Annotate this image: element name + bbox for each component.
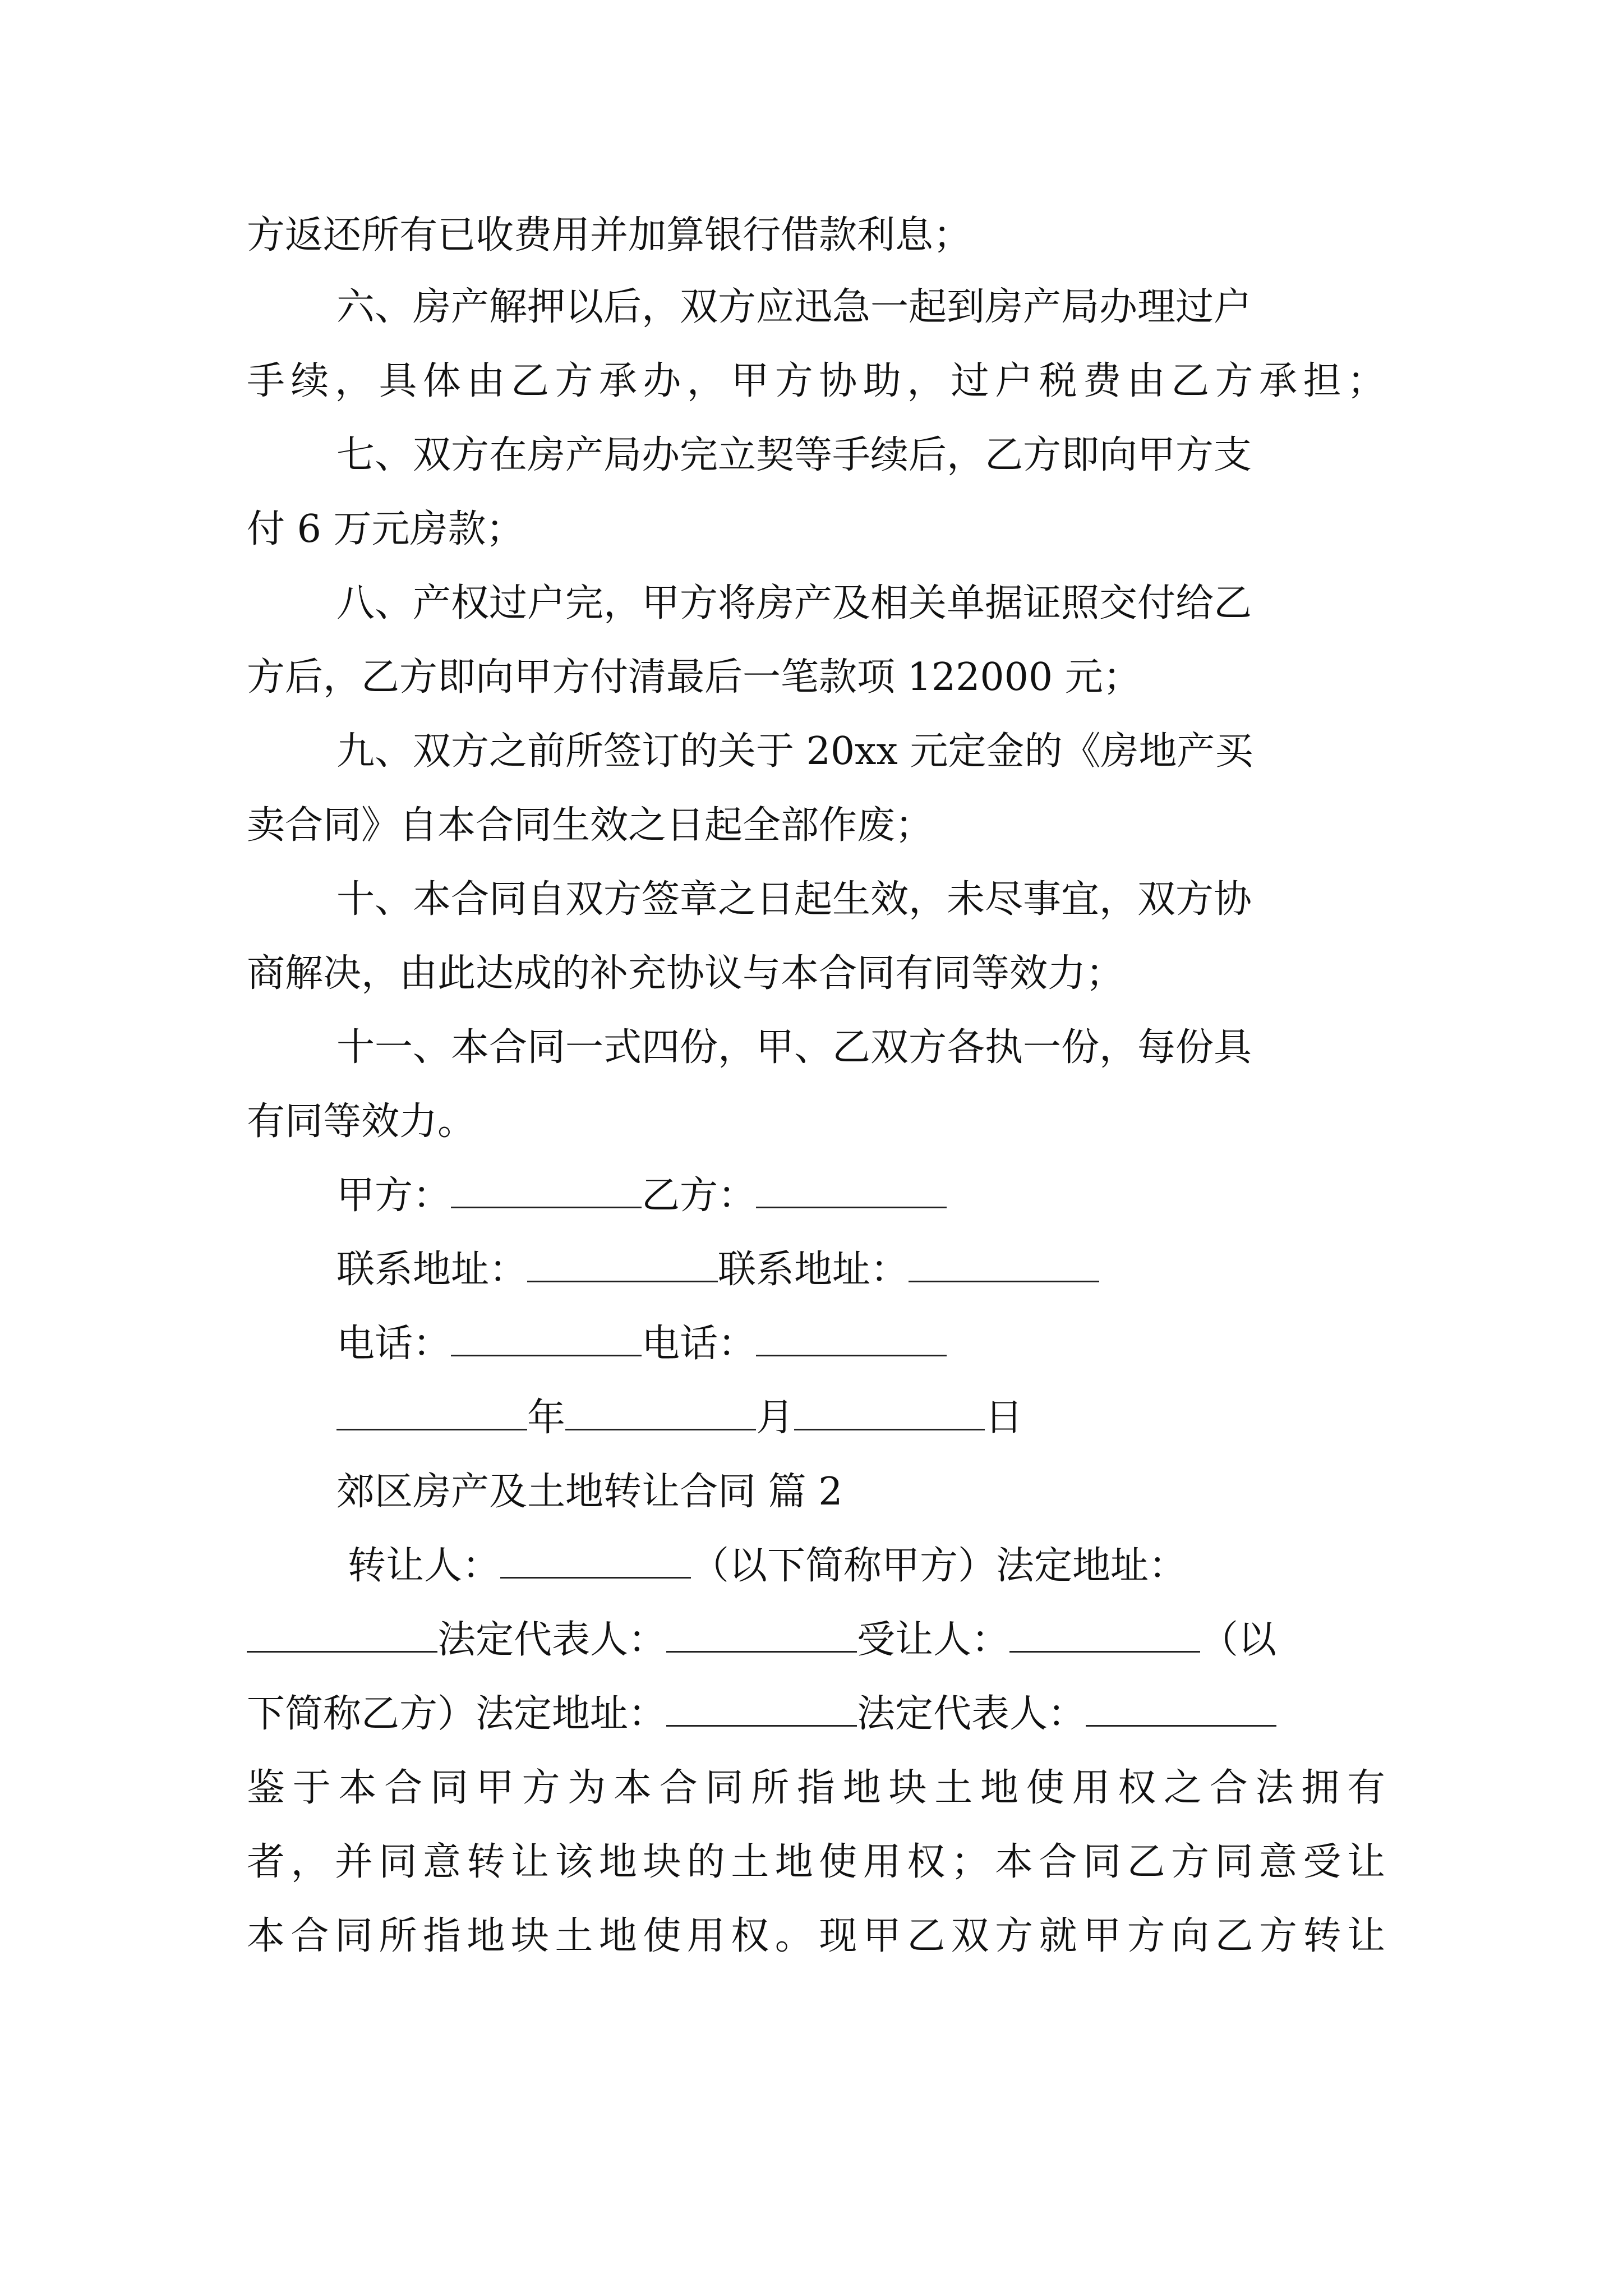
clause-nine-line: 九、双方之前所签订的关于 20xx 元定金的《房地产买: [336, 729, 1253, 774]
paren-open: （以: [1200, 1618, 1277, 1662]
transferee-address-blank[interactable]: [666, 1691, 857, 1727]
address-a-blank[interactable]: [527, 1247, 718, 1282]
transferor-line: [348, 1538, 1187, 1594]
transferee-detail-line: [247, 1686, 1276, 1742]
transferee-address-label: 下简称乙方）法定地址：: [247, 1692, 667, 1736]
representative-label-2: 法定代表人：: [857, 1692, 1086, 1736]
address-blank-1[interactable]: [247, 1617, 437, 1653]
clause-nine-continuation: 卖合同》自本合同生效之日起全部作废；: [247, 803, 934, 848]
transferor-blank[interactable]: [500, 1543, 691, 1579]
paragraph-line: 方返还所有已收费用并加算银行借款利息；: [247, 213, 972, 257]
clause-seven-line: 七、双方在房产局办完立契等手续后，乙方即向甲方支: [336, 433, 1252, 477]
party-b-blank[interactable]: [756, 1173, 947, 1208]
party-b-label: 乙方：: [642, 1174, 757, 1218]
signature-address-line: [336, 1242, 1099, 1298]
clause-ten-line: 十、本合同自双方签章之日起生效，未尽事宜，双方协: [336, 877, 1252, 922]
party-a-blank[interactable]: [451, 1173, 642, 1208]
body-line-2: 者，并同意转让该地块的土地使用权；本合同乙方同意受让: [247, 1840, 1385, 1884]
clause-eleven-continuation: 有同等效力。: [247, 1099, 476, 1144]
year-label: 年: [527, 1396, 566, 1440]
body-line-3: 本合同所指地块土地使用权。现甲乙双方就甲方向乙方转让: [247, 1914, 1385, 1958]
representative-label-1: 法定代表人：: [437, 1618, 667, 1662]
phone-b-label: 电话：: [642, 1322, 757, 1366]
clause-six-continuation: 手续，具体由乙方承办，甲方协助，过户税费由乙方承担；: [247, 359, 1385, 403]
clause-eight-continuation: 方后，乙方即向甲方付清最后一笔款项 122000 元；: [247, 655, 1141, 700]
section-2-title: 郊区房产及土地转让合同 篇 2: [336, 1470, 843, 1514]
transferee-label: 受让人：: [857, 1618, 1010, 1662]
year-blank[interactable]: [336, 1395, 527, 1430]
clause-eight-line: 八、产权过户完，甲方将房产及相关单据证照交付给乙: [336, 581, 1252, 625]
phone-b-blank[interactable]: [756, 1321, 947, 1356]
transferor-label: 转让人：: [348, 1544, 501, 1588]
clause-eleven-line: 十一、本合同一式四份，甲、乙双方各执一份，每份具: [336, 1025, 1252, 1070]
phone-a-label: 电话：: [336, 1322, 451, 1366]
day-label: 日: [985, 1396, 1023, 1440]
clause-seven-continuation: 付 6 万元房款；: [247, 507, 524, 551]
party-a-label: 甲方：: [336, 1174, 451, 1218]
representative-blank-1[interactable]: [666, 1617, 857, 1653]
phone-a-blank[interactable]: [451, 1321, 642, 1356]
day-blank[interactable]: [794, 1395, 985, 1430]
month-label: 月: [756, 1396, 795, 1440]
month-blank[interactable]: [565, 1395, 756, 1430]
clause-ten-continuation: 商解决，由此达成的补充协议与本合同有同等效力；: [247, 951, 1124, 996]
signature-party-line: [336, 1168, 947, 1224]
body-line-1: 鉴于本合同甲方为本合同所指地块土地使用权之合法拥有: [247, 1766, 1385, 1810]
signature-phone-line: [336, 1316, 947, 1372]
signature-date-line: [336, 1390, 1023, 1446]
address-b-blank[interactable]: [909, 1247, 1099, 1282]
transferee-blank[interactable]: [1009, 1617, 1200, 1653]
address-b-label: 联系地址：: [718, 1248, 909, 1292]
address-a-label: 联系地址：: [336, 1248, 528, 1292]
clause-six-line: 六、房产解押以后，双方应迅急一起到房产局办理过户: [336, 285, 1252, 329]
representative-line: [247, 1612, 1276, 1668]
transferor-suffix: （以下简称甲方）法定地址：: [691, 1544, 1187, 1588]
representative-blank-2[interactable]: [1086, 1691, 1276, 1727]
